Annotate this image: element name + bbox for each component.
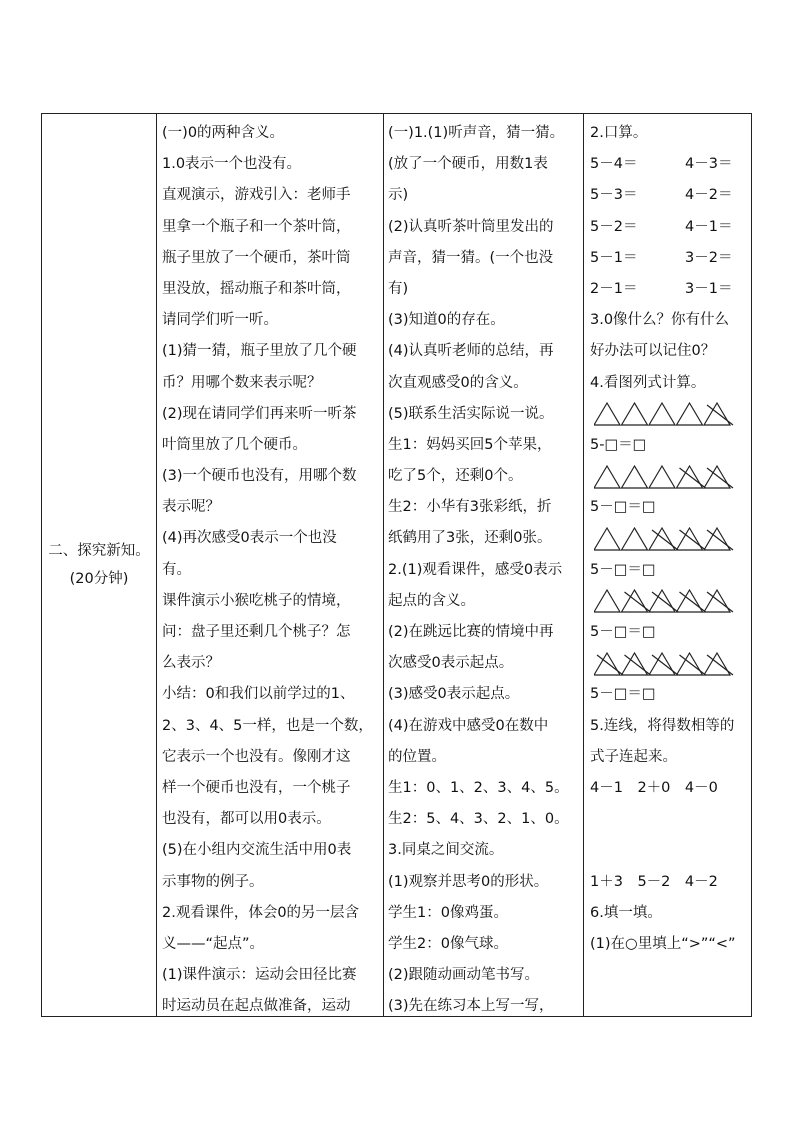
question-6-title: 6.填一填。 — [590, 904, 662, 921]
triangle — [622, 528, 648, 550]
teacher-activity-line: 么表示？ — [162, 655, 220, 672]
oral-calc-item: 5－2＝ — [590, 218, 638, 235]
oral-calc-row — [590, 180, 748, 211]
teacher-activity-line: 瓶子里放了一个硬币，茶叶筒 — [162, 249, 351, 266]
triangle — [622, 403, 648, 425]
teacher-activity-line: 义——“起点”。 — [162, 935, 265, 952]
student-activity-line: (2)跟随动画动笔书写。 — [388, 967, 540, 984]
oral-calc-row — [590, 149, 748, 180]
triangle — [594, 528, 620, 550]
triangle — [677, 403, 703, 425]
question-5-line1: 5.连线，将得数相等的 — [590, 717, 735, 734]
oral-calc-item: 5－3＝ — [590, 187, 638, 204]
student-activity-line: 学生1：0像鸡蛋。 — [388, 904, 508, 921]
teacher-activity-line: 2、3、4、5一样，也是一个数， — [162, 717, 373, 734]
teacher-activity-line: 问：盘子里还剩几个桃子？怎 — [162, 624, 351, 640]
student-activity-line: 生2：5、4、3、2、1、0。 — [388, 811, 569, 828]
student-activity-line: 2.(1)观看课件，感受0表示 — [388, 561, 563, 578]
student-activity-line: 次感受0表示起点。 — [388, 655, 514, 672]
triangle-row — [590, 399, 748, 430]
student-activity-line: (4)认真听老师的总结，再 — [388, 343, 554, 360]
teacher-activity-line: (4)再次感受0表示一个也没 — [162, 530, 337, 547]
student-activity-line: 声音，猜一猜。(一个也没 — [388, 249, 554, 266]
teacher-activity-line: 里拿一个瓶子和一个茶叶筒， — [162, 218, 351, 235]
triangle-formula: 5－□＝□ — [590, 686, 656, 703]
stage-cell — [42, 114, 156, 1016]
teacher-activity-line: 小结：0和我们以前学过的1、 — [162, 686, 355, 703]
student-activity-line: (3)感受0表示起点。 — [388, 686, 520, 703]
student-activity-line: 的位置。 — [388, 748, 446, 765]
triangle — [594, 590, 620, 612]
lesson-table — [41, 113, 752, 1017]
triangle — [649, 466, 675, 488]
oral-calc-list — [590, 149, 748, 305]
teacher-activity-line: 它表示一个也没有。像刚才这 — [162, 748, 351, 765]
exercise-cell — [590, 118, 748, 960]
student-activity-line: (2)认真听茶叶筒里发出的 — [388, 218, 554, 235]
oral-calc-item: 4－3＝ — [685, 156, 733, 173]
teacher-activity-line: 叶筒里放了几个硬币。 — [162, 436, 307, 453]
oral-calc-row — [590, 274, 748, 305]
triangle-exercises — [590, 399, 748, 711]
teacher-activity-line: 有。 — [162, 561, 191, 578]
teacher-activity-line: 示事物的例子。 — [162, 873, 264, 890]
teacher-activity-line: (3)一个硬币也没有，用哪个数 — [162, 468, 357, 485]
teacher-activity-line: (1)课件演示：运动会田径比赛 — [162, 967, 357, 984]
oral-calc-row — [590, 212, 748, 243]
student-activity-line: 生1：妈妈买回5个苹果， — [388, 436, 552, 453]
triangle-group — [594, 651, 744, 677]
teacher-activity-line: 里没放，摇动瓶子和茶叶筒， — [162, 280, 351, 297]
oral-calc-title: 2.口算。 — [590, 125, 648, 141]
triangle-group — [594, 464, 744, 490]
teacher-activity-line: 请同学们听一听。 — [162, 312, 278, 329]
question-6-item1: (1)在○里填上“>”“<” — [590, 935, 736, 952]
student-activity-line: 纸鹤用了3张，还剩0张。 — [388, 530, 552, 547]
triangle-group — [594, 588, 744, 614]
teacher-activity-line: (一)0的两种含义。 — [162, 125, 285, 141]
triangle — [594, 466, 620, 488]
student-activity-line: 示) — [388, 187, 409, 204]
triangle-row — [590, 648, 748, 679]
teacher-activity-line: 2.观看课件，体会0的另一层含 — [162, 904, 360, 921]
student-activity-line: (放了一个硬币，用数1表 — [388, 156, 548, 173]
student-activity-cell — [388, 118, 584, 1022]
student-activity-line: 生1：0、1、2、3、4、5。 — [388, 779, 569, 796]
teacher-activity-line: 样一个硬币也没有，一个桃子 — [162, 779, 351, 796]
oral-calc-item: 2－1＝ — [590, 280, 638, 297]
oral-calc-item: 5－4＝ — [590, 156, 638, 173]
student-activity-line: 起点的含义。 — [388, 592, 475, 609]
column-divider — [156, 114, 157, 1016]
triangle — [622, 466, 648, 488]
oral-calc-row — [590, 243, 748, 274]
column-divider — [383, 114, 384, 1016]
student-activity-line: (3)知道0的存在。 — [388, 312, 505, 329]
triangle — [649, 403, 675, 425]
student-activity-line: 学生2：0像气球。 — [388, 935, 508, 952]
oral-calc-item: 3－1＝ — [685, 280, 733, 297]
question-3-line2: 好办法可以记住0？ — [590, 343, 716, 360]
teacher-activity-line: 1.0表示一个也没有。 — [162, 156, 302, 173]
student-activity-line: 3.同桌之间交流。 — [388, 842, 504, 859]
student-activity-line: (3)先在练习本上写一写， — [388, 998, 554, 1015]
triangle-row — [590, 461, 748, 492]
triangle-group — [594, 401, 744, 427]
student-activity-line: (5)联系生活实际说一说。 — [388, 405, 554, 422]
teacher-activity-line: (5)在小组内交流生活中用0表 — [162, 842, 352, 859]
question-3-line1: 3.0像什么？你有什么 — [590, 312, 730, 329]
stage-duration: (20分钟) — [69, 571, 129, 587]
stage-title: 二、探究新知。 — [48, 543, 150, 559]
teacher-activity-cell — [162, 118, 380, 1022]
teacher-activity-line: 直观演示，游戏引入：老师手 — [162, 187, 351, 204]
match-bottom-row: 1＋3 5－2 4－2 — [590, 873, 718, 890]
teacher-activity-line: (1)猜一猜，瓶子里放了几个硬 — [162, 343, 357, 360]
student-activity-line: 次直观感受0的含义。 — [388, 374, 528, 391]
oral-calc-item: 4－1＝ — [685, 218, 733, 235]
student-activity-line: (1)观察并思考0的形状。 — [388, 873, 549, 890]
teacher-activity-line: 时运动员在起点做准备，运动 — [162, 998, 351, 1015]
question-5-line2: 式子连起来。 — [590, 748, 677, 765]
oral-calc-item: 4－2＝ — [685, 187, 733, 204]
triangle-group — [594, 526, 744, 552]
student-activity-line: (一)1.(1)听声音，猜一猜。 — [388, 125, 565, 141]
student-activity-line: 生2：小华有3张彩纸，折 — [388, 499, 552, 516]
teacher-activity-line: 币？用哪个数来表示呢？ — [162, 374, 322, 391]
question-4-title: 4.看图列式计算。 — [590, 374, 706, 391]
teacher-activity-line: 课件演示小猴吃桃子的情境， — [162, 592, 351, 609]
student-activity-line: 吃了5个，还剩0个。 — [388, 468, 523, 485]
triangle-formula: 5－□＝□ — [590, 624, 656, 640]
student-activity-line: 有) — [388, 280, 409, 297]
student-activity-line: (4)在游戏中感受0在数中 — [388, 717, 549, 734]
teacher-activity-line: (2)现在请同学们再来听一听茶 — [162, 405, 357, 422]
teacher-activity-line: 也没有，都可以用0表示。 — [162, 811, 331, 828]
triangle-formula: 5－□＝□ — [590, 499, 656, 516]
triangle-row — [590, 586, 748, 617]
oral-calc-item: 5－1＝ — [590, 249, 638, 266]
triangle-row — [590, 523, 748, 554]
triangle-formula: 5-□＝□ — [590, 436, 647, 453]
triangle-formula: 5－□＝□ — [590, 561, 656, 578]
match-top-row: 4－1 2＋0 4－0 — [590, 779, 718, 796]
triangle — [594, 403, 620, 425]
oral-calc-item: 3－2＝ — [685, 249, 733, 266]
teacher-activity-line: 表示呢？ — [162, 499, 220, 516]
student-activity-line: (2)在跳远比赛的情境中再 — [388, 624, 554, 640]
